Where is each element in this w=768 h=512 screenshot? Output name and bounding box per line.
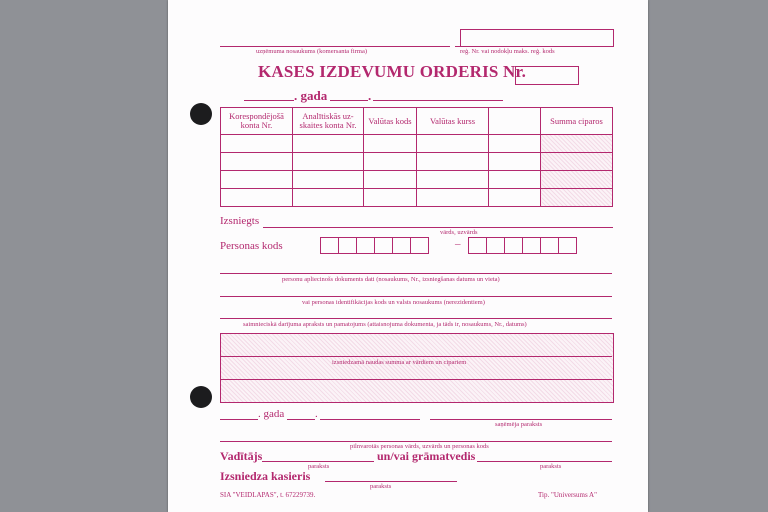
header-currency-rate: Valūtas kurss — [417, 108, 489, 135]
table-row — [221, 171, 613, 189]
company-name-line — [220, 46, 450, 47]
header-amount-digits: Summa ciparos — [541, 108, 613, 135]
authorized-person-caption: pilnvarotās personas vārds, uzvārds un personas kods — [350, 443, 489, 450]
page-title: KASES IZDEVUMU ORDERIS Nr. — [258, 62, 527, 81]
personal-code-label: Personas kods — [220, 240, 283, 252]
header-analytic-account: Analītiskās uz-skaites konta Nr. — [293, 108, 364, 135]
personal-code-cells-second[interactable] — [468, 237, 576, 254]
company-name-caption: uzņēmuma nosaukums (komersanta firma) — [256, 48, 368, 55]
receipt-gada: . gada — [258, 408, 285, 420]
cashier-signature-line[interactable] — [325, 481, 457, 482]
date-year-line — [330, 100, 368, 101]
receipt-dot: . — [315, 408, 318, 420]
document-data-caption: personu apliecinošs dokuments dati (nosaukums, Nr., izsniegšanas datums un vieta) — [282, 276, 500, 283]
amount-words-divider-1 — [221, 356, 612, 357]
accountant-label: un/vai grāmatvedis — [377, 449, 476, 463]
reg-number-line — [455, 46, 613, 47]
manager-signature-line[interactable] — [262, 461, 374, 462]
table-row — [221, 135, 613, 153]
date-dot: . — [368, 88, 372, 103]
personal-code-dash: – — [455, 238, 461, 250]
receiver-signature-caption: saņēmēja paraksts — [495, 421, 543, 428]
manager-label: Vadītājs — [220, 449, 263, 463]
id-code-line[interactable] — [220, 296, 612, 297]
amount-words-caption: izsniedzamā naudas summa ar vārdiem un cipariem — [332, 359, 467, 366]
amount-words-divider-2 — [221, 379, 612, 380]
cashier-label: Izsniedza kasieris — [220, 469, 311, 483]
name-caption: vārds, uzvārds — [440, 229, 478, 236]
personal-code-cells-first[interactable] — [320, 237, 428, 254]
order-number-box[interactable] — [515, 66, 579, 85]
punch-hole-top — [190, 103, 212, 125]
transaction-line[interactable] — [220, 318, 612, 319]
issued-name-line[interactable] — [263, 227, 613, 228]
footer-printer: Tip. "Universums A" — [538, 491, 597, 499]
date-day-line — [244, 100, 294, 101]
issued-label: Izsniegts — [220, 215, 260, 227]
header-correspondent-account: Korespondējošā konta Nr. — [221, 108, 293, 135]
table-row — [221, 153, 613, 171]
manager-signature-caption: paraksts — [308, 463, 330, 470]
header-blank — [489, 108, 541, 135]
receipt-year-line[interactable] — [287, 419, 315, 420]
footer-publisher: SIA "VEIDLAPAS", t. 67229739. — [220, 491, 316, 499]
transaction-caption: saimnieciskā darījuma apraksts un pamatojums (attaisnojuma dokumenta, ja tāds ir, nosaukums, Nr., datums) — [243, 321, 527, 328]
receiver-signature-line[interactable] — [430, 419, 612, 420]
cashier-signature-caption: paraksts — [370, 483, 392, 490]
accountant-signature-caption: paraksts — [540, 463, 562, 470]
document-data-line[interactable] — [220, 273, 612, 274]
punch-hole-bottom — [190, 386, 212, 408]
reg-number-box[interactable] — [460, 29, 614, 47]
date-gada: . gada — [294, 88, 328, 103]
accounting-table — [220, 107, 613, 207]
table-row — [221, 189, 613, 207]
accountant-signature-line[interactable] — [477, 461, 612, 462]
receipt-month-line[interactable] — [320, 419, 420, 420]
header-currency-code: Valūtas kods — [364, 108, 417, 135]
receipt-day-line[interactable] — [220, 419, 258, 420]
reg-number-caption: reģ. Nr. vai nodokļu maks. reģ. kods — [460, 48, 555, 55]
authorized-person-line[interactable] — [220, 441, 612, 442]
amount-words-box[interactable] — [220, 333, 614, 403]
id-code-caption: vai personas identifikācijas kods un valsts nosaukums (nerezidentiem) — [302, 299, 485, 306]
date-month-line — [373, 100, 503, 101]
